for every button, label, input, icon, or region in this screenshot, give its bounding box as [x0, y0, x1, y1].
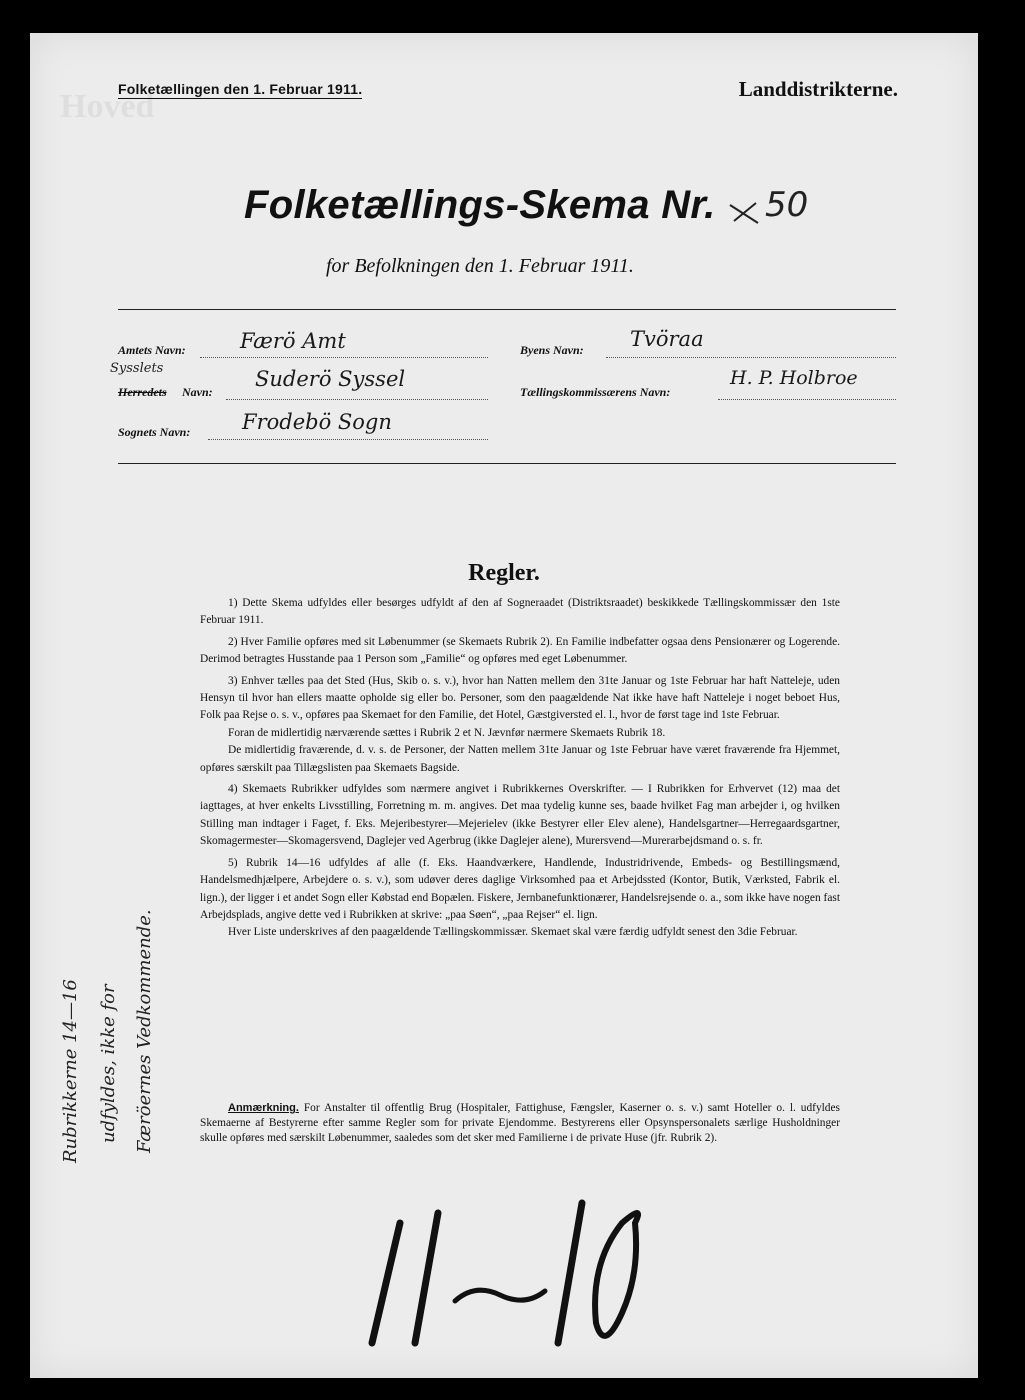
by-line	[606, 357, 896, 358]
rule-paragraph: 2) Hver Familie opføres med sit Løbenummer (se Skemaets Rubrik 2). En Familie indbefatter ogsaa dens Pensionærer og Logerende. Derimod betragtes Husstande paa 1 Person som „Familie“ og opføres med eget Løbenummer.	[200, 635, 840, 666]
rule-paragraph: 1) Dette Skema udfyldes eller besørges udfyldt af den af Sogneraadet (Distriktsraadet) beskikkede Tællingskommissær den 1ste Februar 1911.	[200, 597, 840, 627]
annotation-label: Anmærkning.	[228, 1102, 299, 1114]
rules-heading: Regler.	[468, 560, 540, 586]
divider-bottom	[118, 463, 896, 464]
rule-paragraph: Hver Liste underskrives af den paagældende Tællingskommissær. Skemaet skal være færdig udfyldt senest den 3die Februar.	[228, 926, 798, 939]
rules-body	[200, 595, 840, 946]
annotation-text: For Anstalter til offentlig Brug (Hospitaler, Fattighuse, Fængsler, Kaserner o. s. v.) samt Hoteller o. l. udfyldes Skemaerne af Bestyrerne efter samme Regler som for private Ejendomme. Bestyrerens eller Opsynspersonalets særlige Husholdninger skulle opføres med særskilt Løbenummer, saaledes som det sker med Familierne i de private Huse (jfr. Rubrik 2).	[200, 1102, 840, 1144]
census-form-page	[30, 33, 978, 1378]
rule-paragraph: De midlertidig fraværende, d. v. s. de Personer, der Natten mellem 31te Januar og 1ste Februar have været fraværende fra Hjemmet, opføres særskilt paa Tillægslisten paa Skemaets Bagside.	[200, 744, 840, 774]
by-value: Tvöraa	[630, 327, 704, 351]
side-note-line-2: udfyldes, ikke for	[98, 984, 119, 1143]
rule-paragraph: 5) Rubrik 14—16 udfyldes af alle (f. Eks. Haandværkere, Handlende, Industridrivende, Embeds- og Bestillingsmænd, Handelsmedhjælpere, Arbejdere o. s. v.), som udøver deres daglige Virksomhed paa et Arbejdssted (Kontor, Butik, Værksted, Fabrik el. lign.), der ligger i et andet Sogn eller Købstad end Bopælen. Fiskere, Jernbanefunktionærer, Handelsrejsende o. a., som ikke have nogen fast Arbejdsplads, angive dette ved i Rubrikken at skrive: „paa Søen“, „paa Rejser“ el. lign.	[200, 856, 840, 921]
by-label: Byens Navn:	[520, 343, 584, 357]
annotation-note	[200, 1101, 840, 1146]
sogn-label: Sognets Navn:	[118, 425, 191, 439]
herred-prefix-handwritten: Sysslets	[110, 361, 164, 376]
herred-label: Navn:	[182, 385, 213, 399]
rule-paragraph: 4) Skemaets Rubrikker udfyldes som nærmere angivet i Rubrikkernes Overskrifter. — I Rubrikken for Erhvervet (12) maa det iagttages, at hver enkelts Livsstilling, Forretning m. m. angives. Det maa tydelig kunne ses, baade hvilket Fag man arbejder i, og hvilken Stilling man indtager i Faget, f. Eks. Mejeribestyrer—Mejerielev (ikke Bestyrer eller Elev alene), Handelsgartner—Herregaardsgartner, Skomagermester—Skomagersvend, Daglejer ved Agerbrug (ikke Daglejer alene), Murersvend—Murerarbejdsmand o. s. fr.	[200, 783, 840, 848]
faded-stamp: Hoved	[60, 88, 155, 125]
divider-top	[118, 309, 896, 310]
form-number: 50	[765, 185, 809, 225]
side-note-line-3: Færöernes Vedkommende.	[134, 909, 155, 1153]
herred-value: Suderö Syssel	[255, 367, 406, 391]
rule-paragraph: Foran de midlertidig nærværende sættes i Rubrik 2 et N. Jævnfør nærmere Skemaets Rubrik 18.	[228, 726, 666, 739]
sogn-line	[208, 439, 488, 440]
amt-label: Amtets Navn:	[118, 343, 186, 357]
kommissaer-label: Tællingskommissærens Navn:	[520, 385, 671, 399]
handwritten-archive-mark	[360, 1183, 660, 1353]
kommissaer-line	[718, 399, 896, 400]
amt-value: Færö Amt	[240, 329, 346, 353]
header-census-date: Folketællingen den 1. Februar 1911.	[118, 81, 363, 97]
herred-label-struck: Herredets	[118, 385, 167, 399]
form-title: Folketællings-Skema Nr.	[244, 183, 716, 227]
kommissaer-value: H. P. Holbroe	[730, 367, 858, 389]
struck-number-mark	[728, 201, 760, 225]
header-district-type: Landdistrikterne.	[738, 77, 898, 101]
sogn-value: Frodebö Sogn	[242, 410, 392, 434]
amt-line	[200, 357, 488, 358]
form-subtitle: for Befolkningen den 1. Februar 1911.	[326, 255, 634, 277]
side-note-line-1: Rubrikkerne 14—16	[60, 979, 81, 1163]
herred-line	[226, 399, 488, 400]
rule-paragraph: 3) Enhver tælles paa det Sted (Hus, Skib o. s. v.), hvor han Natten mellem den 31te Januar og 1ste Februar har haft Natteleje, uden Hensyn til hvor han ellers maatte opholde sig eller bo. Personer, som den paagældende Nat ikke have haft Natteleje i noget beboet Hus, Folk paa Rejse o. s. v., opføres paa Skemaet for den Familie, det Hotel, Gæstgiversted el. l., hvor de først tage ind 1ste Februar.	[200, 674, 840, 722]
